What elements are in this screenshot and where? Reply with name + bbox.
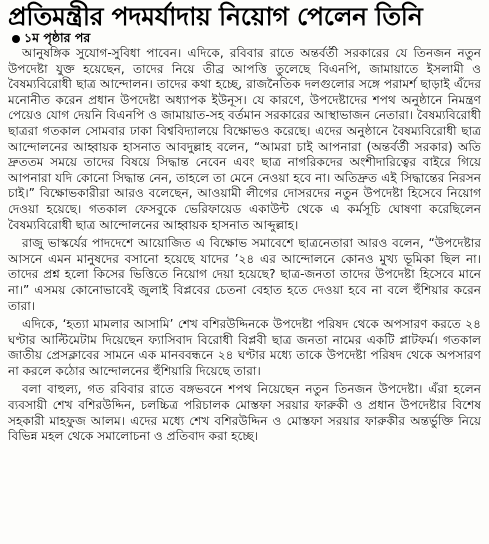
article-paragraph: আনুষঙ্গিক সুযোগ-সুবিধা পাবেন। এদিকে, রবিবার রাতে অন্তর্বর্তী সরকারের যে তিনজন নতুন উপদেষ্টা যুক্ত হয়েছেন, তাদের নিয়ে তীব্র আপত্তি তুলেছে বিএনপি, জামায়াতে ইসলামী ও বৈষম্যবিরোধী ছাত্র আন্দোলন। তাদের কথা হচ্ছে, রাজনৈতিক দলগুলোর সঙ্গে পরামর্শ ছাড়াই এঁদের মনোনীত করেন প্রধান উপদেষ্টা অধ্যাপক ইউনূস। যে কারণে, উপদেষ্টাদের শপথ অনুষ্ঠানে নিমন্ত্রণ পেয়েও যোগ দেয়নি বিএনপি ও জামায়াত-সহ বর্তমান সরকারের আস্থাভাজন নেতারা। বৈষম্যবিরোধী ছাত্ররা গতকাল সোমবার ঢাকা বিশ্ববিদ্যালয়ে বিক্ষোভও করেছে। এদের অনুষ্ঠানে বৈষম্যবিরোধী ছাত্র আন্দোলনের আহ্বায়ক হাসনাত আবদুল্লাহ বলেন, “আমরা চাই আপনারা (অন্তর্বর্তী সরকার) অতি দ্রুততম সময়ে তাদের বিষয়ে সিদ্ধান্ত নেবেন এবং ছাত্র নাগরিকদের অংশীদারিত্বের বাইরে গিয়ে আপনারা যদি কোনো সিদ্ধান্ত নেন, তাহলে তা মেনে নেওয়া হবে না। অতিদ্রুত এই সিদ্ধান্তের নিরসন চাই।” বিক্ষোভকারীরা আরও বলেছেন, আওয়ামী লীগের দোসরদের নতুন উপদেষ্টা হিসেবে নিয়োগ দেওয়া হয়েছে। গতকাল ফেসবুকে ভেরিফায়েড একাউন্ট থেকে এ কর্মসূচি ঘোষণা করেছিলেন বৈষম্যবিরোধী ছাত্র আন্দোলনের আহ্বায়ক হাসনাত আব্দুল্লাহ। xyxy=(8,46,481,232)
article-paragraph: রাজু ভাস্কর্যের পাদদেশে আয়োজিত এ বিক্ষোভ সমাবেশে ছাত্রনেতারা আরও বলেন, “উপদেষ্টার আসনে এমন মানুষদের বসানো হয়েছে যাদের ’২৪ এর আন্দোলনে কোনও মুখ্য ভূমিকা ছিল না। তাদের প্রশ্ন হলো কিসের ভিত্তিতে নিয়োগ দেয়া হয়েছে? ছাত্র-জনতা তাদের উপদেষ্টা হিসেবে মানে না।” এসময় কোনোভাবেই জুলাই বিপ্লবের চেতনা বেহাত হতে দেওয়া হবে না বলে হুঁশিয়ার করেন তারা। xyxy=(8,236,481,313)
article-paragraph: বলা বাহুল্য, গত রবিবার রাতে বঙ্গভবনে শপথ নিয়েছেন নতুন তিনজন উপদেষ্টা। এঁরা হলেন ব্যবসায়ী শেখ বশিরউদ্দিন, চলচ্চিত্র পরিচালক মোস্তফা সরয়ার ফারুকী ও প্রধান উপদেষ্টার বিশেষ সহকারী মাহফুজ আলম। এদের মধ্যে শেখ বশিরউদ্দিন ও মোস্তফা সরয়ার ফারুকীর অন্তর্ভুক্তি নিয়ে বিভিন্ন মহল থেকে সমালোচনা ও প্রতিবাদ করা হচ্ছে। xyxy=(8,382,481,444)
article-paragraph: এদিকে, ‘হত্যা মামলার আসামি’ শেখ বশিরউদ্দিনকে উপদেষ্টা পরিষদ থেকে অপসারণ করতে ২৪ ঘণ্টার আল্টিমেটাম দিয়েছেন ফ্যাসিবাদ বিরোধী বিপ্লবী ছাত্র জনতা নামের একটি প্লাটফর্ম। গতকাল জাতীয় প্রেসক্লাবের সামনে এক মানববন্ধনে ২৪ ঘণ্টার মধ্যে তাকে উপদেষ্টা পরিষদ থেকে অপসারণ না করলে কঠোর আন্দোলনের হুঁশিয়ারি দিয়েছে তারা। xyxy=(8,317,481,378)
article-body xyxy=(8,46,481,540)
bullet-icon xyxy=(12,35,20,43)
headline: প্রতিমন্ত্রীর পদমর্যাদায় নিয়োগ পেলেন তিনি xyxy=(8,2,423,31)
continued-from-text: ১ম পৃষ্ঠার পর xyxy=(24,30,91,45)
continued-from-marker xyxy=(12,30,90,46)
